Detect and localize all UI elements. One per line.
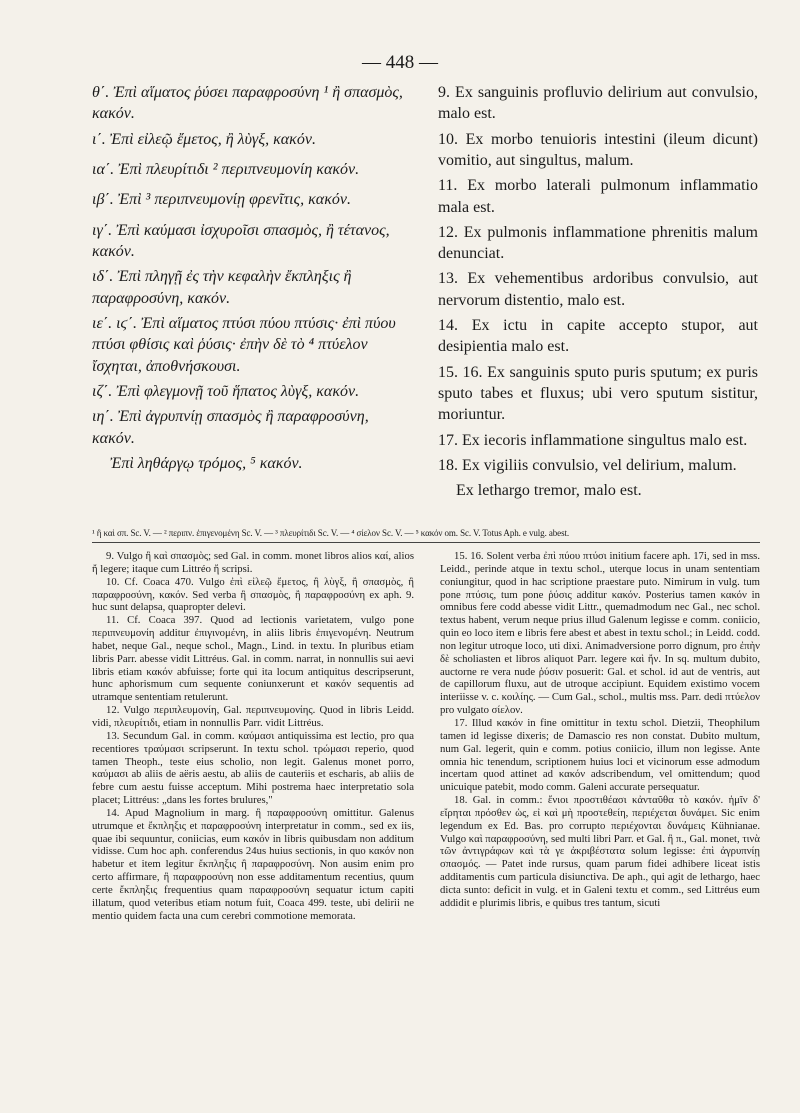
commentary-note: 13. Secundum Gal. in comm. καύμασι antiquissima est lectio, pro qua recentiores τραύμασι scripserunt. In textu schol. τρώμασι reperio, quod tamen Theoph., teste eius scholio, non legit. Galenus monet porro, καύμασι ab aliis de aëris aestu, ab aliis de cauteriis et escharis, ab aliis de febre cum aestu fuisse acceptum. Mihi postrema haec interpretatio sola placet; Littréus: „dans les fortes brulures,"	[92, 729, 414, 807]
commentary-right-column	[440, 550, 760, 910]
footnotes: ¹ ἢ καὶ σπ. Sc. V. — ² περιπν. ἐπιγενομένη Sc. V. — ³ πλευρίτιδι Sc. V. — ⁴ σίελον Sc. V. — ⁵ κακόν om. Sc. V. Totus Aph. e vulg. abest.	[92, 528, 570, 538]
latin-aphorism: 18. Ex vigiliis convulsio, vel delirium, malum.	[438, 456, 737, 474]
latin-aphorism: Ex lethargo tremor, malo est.	[456, 482, 642, 500]
page-number: — 448 —	[362, 52, 438, 73]
greek-aphorism: θ΄. Ἐπὶ αἵματος ῥύσει παραφροσύνη ¹ ἢ σπασμὸς, κακόν.	[92, 84, 403, 123]
commentary-note: 17. Illud κακόν in fine omittitur in textu schol. Dietzii, Theophilum tamen id legisse dixeris; de Damascio res non constat. Dubito multum, num Gal. legerit, quin e comm. potius coniicio, illum non legisse. Ante omnia hic tenendum, scriptionem huius loci et vicinorum esse admodum incertam quod attinet ad κακόν adscribendum, vel omittendum; quod unicuique patebit, modo comm. Galeni accurate persequatur.	[440, 716, 760, 794]
latin-aphorism: 11. Ex morbo laterali pulmonum inflammatio mala est.	[438, 177, 758, 216]
greek-aphorism: ι΄. Ἐπὶ εἰλεῷ ἔμετος, ἢ λὺγξ, κακόν.	[92, 130, 316, 148]
commentary-note: 11. Cf. Coaca 397. Quod ad lectionis varietatem, vulgo pone περιπνευμονίη additur ἐπιγινομένη, in aliis libris ἐπιγενομένη. Neutrum habet, neque Gal., neque schol., Magn., Lind. in textu. In pluribus etiam libris Parr. abesse vidit Littréus. Gal. in comm. narrat, in nonnullis sui aevi libris etiam κακόν abfuisse; forte qui ita locum antiquitus descripserunt, hunc aphorismum cum sequente coniunxerunt et κακόν sequentis ad utramque sententiam retulerunt.	[92, 614, 414, 704]
divider	[92, 542, 760, 543]
commentary-note: 14. Apud Magnolium in marg. ἢ παραφροσύνη omittitur. Galenus utrumque et ἔκπληξις et παραφροσύνη interpretatur in comm., sed ex iis, quae ibi sequuntur, coniicias, eum κακόν in libris quibusdam non additum vidisse. Cum hoc aph. conferendus 24us huius sectionis, in quo κακόν non habetur et item legitur ἔκπληξις ἢ παραφροσύνη. Non ausim enim pro certo affirmare, ἢ παραφροσύνη non esse additamentum recentius, quum certe ἔκπληξις frequentius quam παραφροσύνη sequatur ictum capiti illatum, quod veteribus etiam notum fuit, Coaca 499. teste, ubi delirii ne mentio quidem facta una cum cerebri commotione memorata.	[92, 806, 414, 922]
latin-aphorism: 15. 16. Ex sanguinis sputo puris sputum; ex puris sputo tabes et fluxus; ubi vero sputum sistitur, moriuntur.	[438, 363, 758, 424]
greek-aphorism: ιη΄. Ἐπὶ ἀγρυπνίῃ σπασμὸς ἢ παραφροσύνη, κακόν.	[92, 408, 369, 447]
latin-aphorism: 14. Ex ictu in capite accepto stupor, aut desipientia malo est.	[438, 317, 758, 356]
latin-aphorism: 13. Ex vehementibus ardoribus convulsio, aut nervorum distentio, malo est.	[438, 270, 758, 309]
latin-aphorism: 12. Ex pulmonis inflammatione phrenitis malum denunciat.	[438, 223, 758, 263]
greek-aphorism: ιβ΄. Ἐπὶ ³ περιπνευμονίῃ φρενῖτις, κακόν.	[92, 191, 351, 209]
greek-text-column	[92, 82, 414, 478]
greek-aphorism: ιδ΄. Ἐπὶ πληγῇ ἐς τὴν κεφαλὴν ἔκπληξις ἢ παραφροσύνη, κακόν.	[92, 268, 352, 307]
greek-aphorism: ια΄. Ἐπὶ πλευρίτιδι ² περιπνευμονίη κακόν.	[92, 161, 360, 179]
commentary-note: 12. Vulgo περιπλευμονίη, Gal. περιπνευμονίης. Quod in libris Leidd. vidi, πλευρίτιδι, etiam in nonnullis Parr. vidit Littréus.	[92, 704, 414, 729]
greek-aphorism: ιγ΄. Ἐπὶ καύμασι ἰσχυροῖσι σπασμὸς, ἢ τέτανος, κακόν.	[92, 221, 390, 261]
greek-aphorism: Ἐπὶ ληθάργῳ τρόμος, ⁵ κακόν.	[110, 454, 303, 472]
latin-text-column	[438, 82, 758, 505]
commentary-note: 18. Gal. in comm.: ἔνιοι προστιθέασι κἀνταῦθα τὸ κακόν. ἡμῖν δ' εἴρηται πρόσθεν ὡς, εἰ καὶ μὴ προστεθείη, περιέχεται δυνάμει. Sic enim legendum ex Ed. Bas. pro corrupto περιέχονται δυνάμεις Kühnianae. Vulgo καὶ παραφροσύνη, sed multi libri Parr. et Gal. ἢ π., Gal. monet, τινὰ τῶν ἀντιγράφων καὶ τὰ γε ἀκριβέστατα solum legisse: ἐπὶ ἀγρυπνίῃ σπασμός. — Patet inde rursus, quam parum fidei adhibere liceat istis additamentis cum particula disiunctiva. De aph., qui agit de lethargo, haec dicta sunto: deficit in vulg. et in Galeni textu et comm., sed Littréus eum addidit e plurimis libris, e quibus tres tantum, sicuti	[440, 794, 760, 909]
latin-aphorism: 17. Ex iecoris inflammatione singultus malo est.	[438, 431, 748, 449]
commentary-note: 15. 16. Solent verba ἐπὶ πύου πτύσι initium facere aph. 17i, sed in mss. Leidd., perinde atque in textu schol., uterque locus in unam sententiam coniungitur, quod in hac scriptione praestare puto. Nimirum in vulg. tum pone πτύσις, tum pone ῥύσις additur κακόν. Posterius tamen κακόν in omnibus fere codd abesse vidit Littr., quemadmodum nec Gal., nec schol. textus habent, verum neque prius illud Galenum legisse e comm. coniicio, quin eo loco item e libris fere abest et abest in textu schol.; in Leidd. codd. non legitur utroque loco, uti dixi. Animadversione porro dignum, pro ἐπὴν δὲ scholiasten et libros aliquot Parr. legere καὶ ἤν. In sq. multum dubito, auctorne re vera nude ῥύσιν posuerit: Gal. et schol. id aut de ventris, aut de capillorum fluxu, aut de utroque accipiunt. Equidem existimo vocem interiisse v. c. κοιλίης. — Cum Gal., schol., multis mss. Parr. dedi πτύελον pro vulgato σίελον.	[440, 550, 760, 717]
commentary-note: 10. Cf. Coaca 470. Vulgo ἐπὶ εἰλεῷ ἔμετος, ἢ λὺγξ, ἢ σπασμὸς, ἢ παραφροσύνη, κακόν. Sed verba ἢ σπασμὸς, ἢ παραφροσύνη ex aph. 9. huc sunt delapsa, quapropter delevi.	[92, 575, 414, 614]
latin-aphorism: 9. Ex sanguinis profluvio delirium aut convulsio, malo est.	[438, 84, 758, 123]
commentary-left-column	[92, 550, 414, 922]
greek-aphorism: ιζ΄. Ἐπὶ φλεγμονῇ τοῦ ἥπατος λὺγξ, κακόν.	[92, 383, 360, 401]
latin-aphorism: 10. Ex morbo tenuioris intestini (ileum dicunt) vomitio, aut singultus, malum.	[438, 130, 758, 170]
commentary-note: 9. Vulgo ἢ καὶ σπασμὸς; sed Gal. in comm. monet libros alios καί, alios ἤ legere; itaque cum Littréo ἤ scripsi.	[92, 550, 414, 575]
greek-aphorism: ιε΄. ιϛ΄. Ἐπὶ αἵματος πτύσι πύου πτύσις· ἐπὶ πύου πτύσι φθίσις καὶ ῥύσις· ἐπὴν δὲ τὸ ⁴ πτύελον ἴσχηται, ἀποθνήσκουσι.	[92, 315, 396, 375]
